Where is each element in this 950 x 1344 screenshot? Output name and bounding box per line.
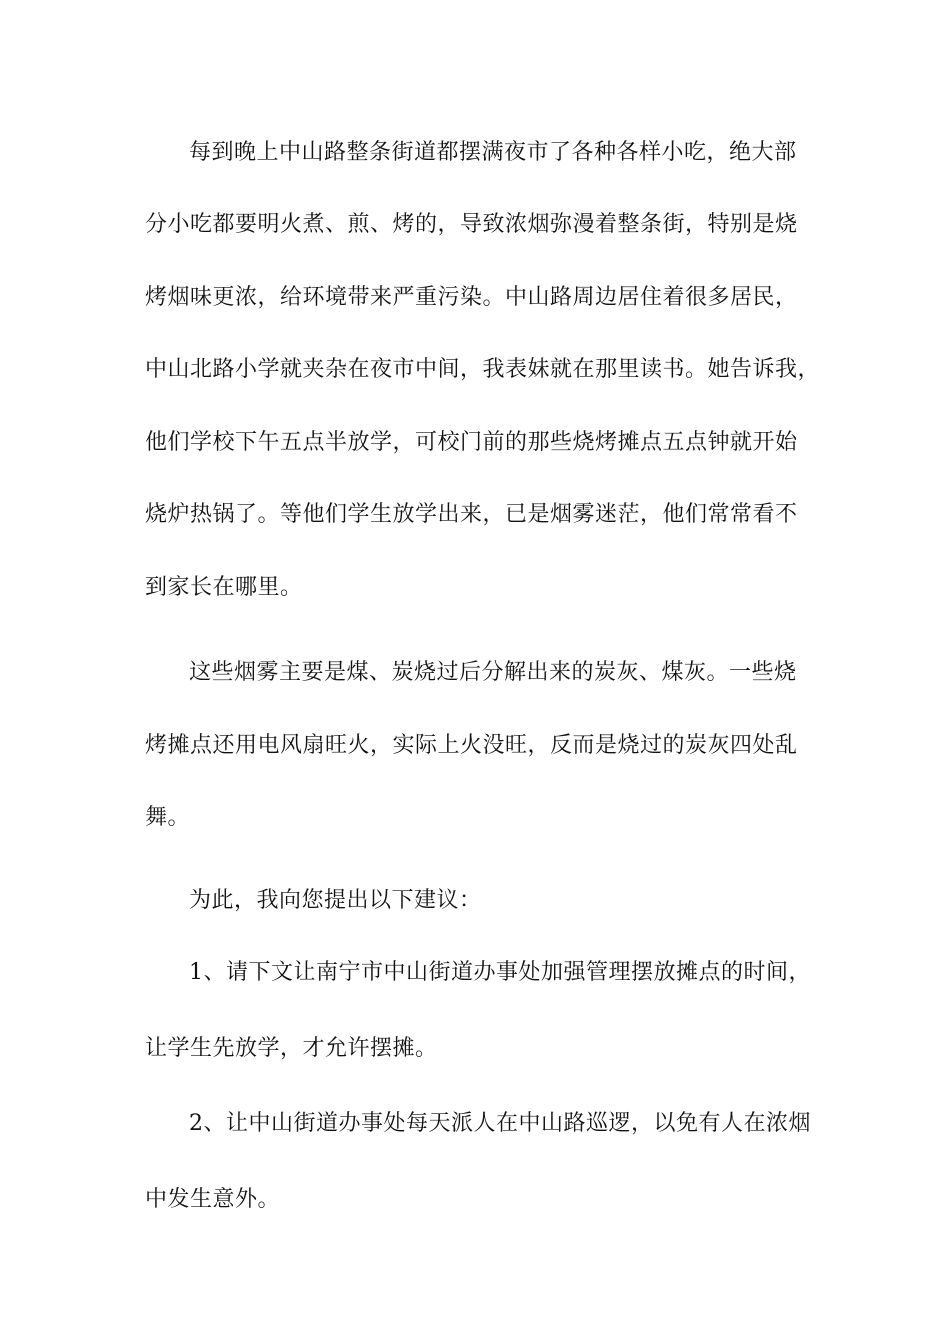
- paragraph-1-line-5: 他们学校下午五点半放学，可校门前的那些烧烤摊点五点钟就开始: [145, 430, 798, 455]
- paragraph-1-line-6: 烧炉热锅了。等他们学生放学出来，已是烟雾迷茫，他们常常看不: [145, 502, 798, 527]
- suggestion-2-line-2: 中发生意外。: [145, 1187, 281, 1212]
- suggestion-1-line-1: 1、请下文让南宁市中山街道办事处加强管理摆放摊点的时间，: [189, 960, 811, 985]
- paragraph-2-line-1: 这些烟雾主要是煤、炭烧过后分解出来的炭灰、煤灰。一些烧: [189, 660, 797, 685]
- paragraph-1-line-3: 烤烟味更浓，给环境带来严重污染。中山路周边居住着很多居民，: [145, 285, 798, 310]
- paragraph-2-line-3: 舞。: [145, 805, 191, 830]
- paragraph-1-line-7: 到家长在哪里。: [145, 575, 303, 600]
- paragraph-1-line-2: 分小吃都要明火煮、煎、烤的，导致浓烟弥漫着整条街，特别是烧: [145, 212, 798, 237]
- paragraph-1-line-1: 每到晚上中山路整条街道都摆满夜市了各种各样小吃，绝大部: [189, 140, 797, 165]
- paragraph-2-line-2: 烤摊点还用电风扇旺火，实际上火没旺，反而是烧过的炭灰四处乱: [145, 733, 798, 758]
- paragraph-1-line-4: 中山北路小学就夹杂在夜市中间，我表妹就在那里读书。她告诉我，: [145, 357, 821, 382]
- suggestion-2-line-1: 2、让中山街道办事处每天派人在中山路巡逻，以免有人在浓烟: [189, 1111, 811, 1136]
- suggestion-1-line-2: 让学生先放学，才允许摆摊。: [145, 1036, 438, 1061]
- paragraph-3-line-1: 为此，我向您提出以下建议：: [189, 888, 482, 913]
